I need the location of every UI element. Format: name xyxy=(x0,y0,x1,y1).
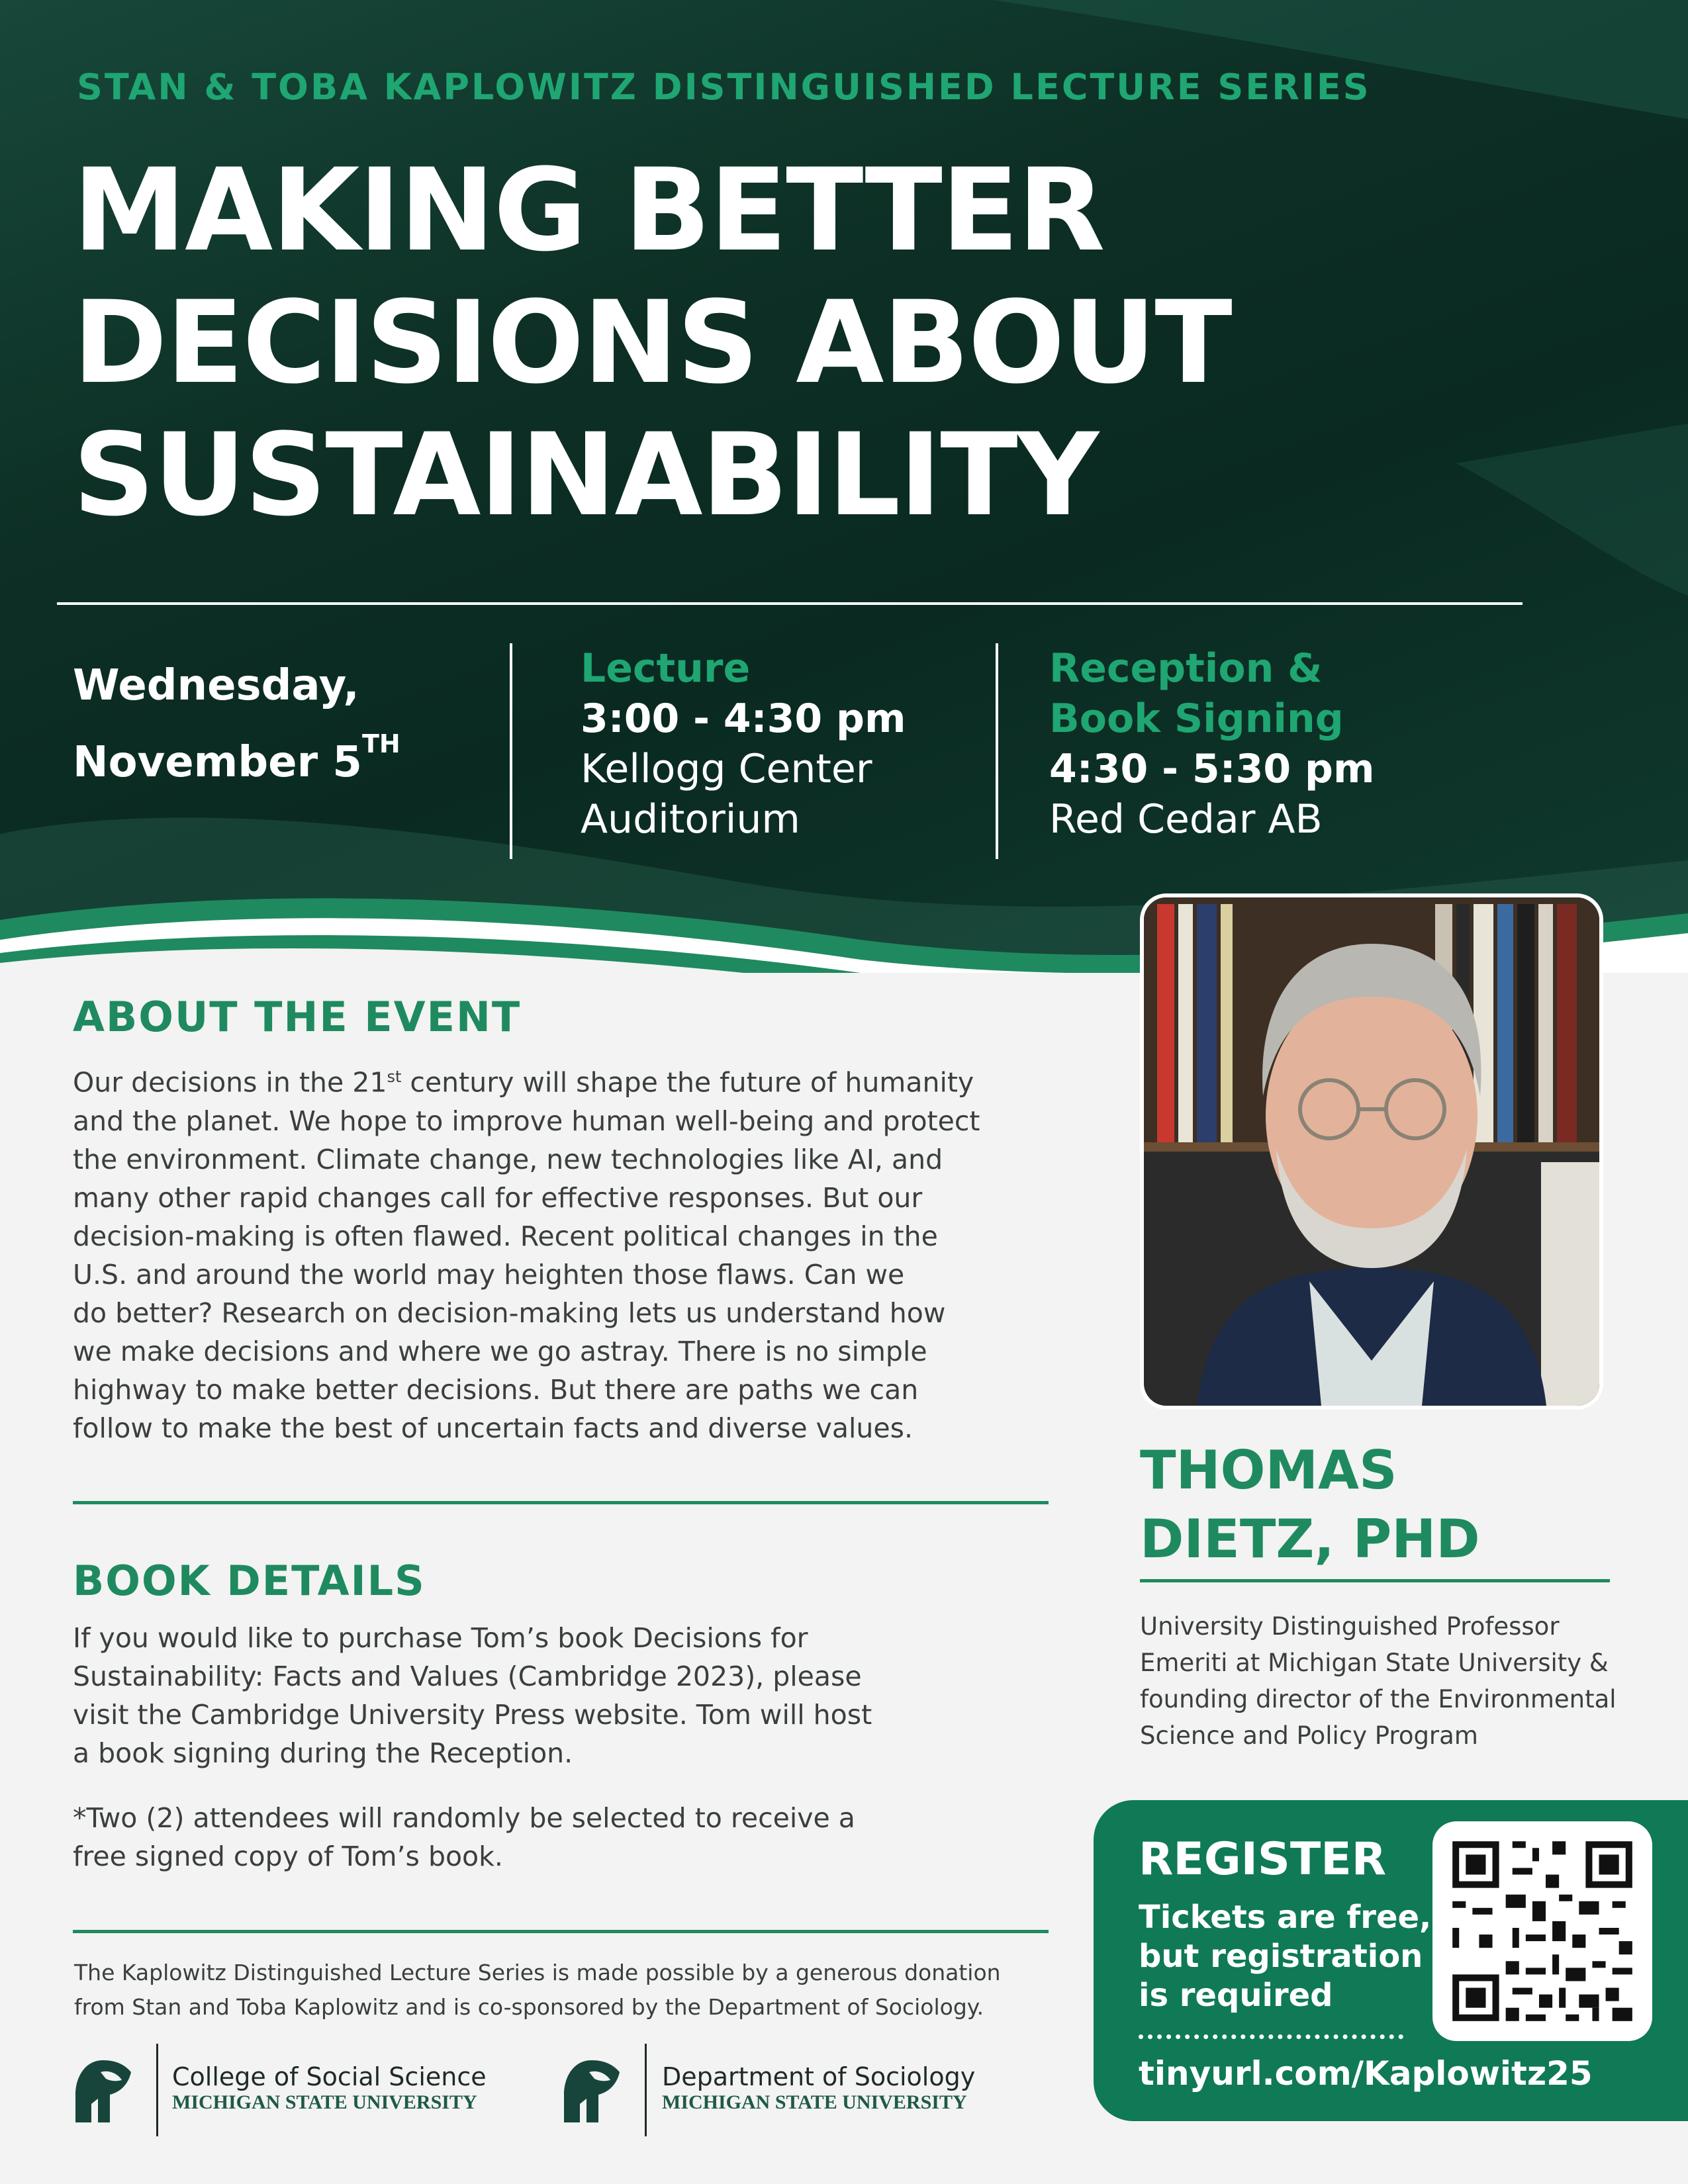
about-heading: ABOUT THE EVENT xyxy=(73,993,522,1041)
logo-college-university: MICHIGAN STATE UNIVERSITY xyxy=(172,2091,477,2113)
register-qr-code[interactable] xyxy=(1432,1821,1652,2041)
event-title-line: DECISIONS ABOUT xyxy=(73,276,1231,409)
about-line-sup: st xyxy=(387,1068,402,1086)
column-divider xyxy=(996,643,998,859)
about-line: we make decisions and where we go astray. There is no simple xyxy=(73,1335,927,1367)
column-divider xyxy=(510,643,512,859)
header-divider xyxy=(57,602,1523,605)
lecture-time: 3:00 - 4:30 pm xyxy=(581,696,906,742)
book-note xyxy=(73,1799,855,1876)
lecture-place-line: Kellogg Center xyxy=(581,746,872,792)
speaker-desc-line: founding director of the Environmental xyxy=(1140,1685,1617,1713)
book-body xyxy=(73,1619,872,1772)
reception-info xyxy=(1049,643,1375,844)
logo-college-name: College of Social Science xyxy=(172,2062,487,2091)
sponsor-note xyxy=(74,1956,1001,2025)
event-date-suffix: TH xyxy=(361,729,400,758)
event-date xyxy=(73,647,400,801)
about-line-text: Our decisions in the 21 xyxy=(73,1066,387,1099)
about-body xyxy=(73,1058,980,1447)
about-line: decision-making is often flawed. Recent political changes in the xyxy=(73,1220,938,1252)
about-line: the environment. Climate change, new technologies like AI, and xyxy=(73,1143,943,1175)
register-dotted-rule xyxy=(1139,2034,1403,2039)
sponsor-note-line: The Kaplowitz Distinguished Lecture Series is made possible by a generous donation xyxy=(74,1960,1001,1985)
section-divider xyxy=(73,1501,1049,1504)
book-line: If you would like to purchase Tom’s book Decisions for xyxy=(73,1622,808,1654)
lecture-label: Lecture xyxy=(581,645,751,692)
speaker-desc-line: Emeriti at Michigan State University & xyxy=(1140,1649,1609,1677)
register-heading: REGISTER xyxy=(1139,1833,1387,1886)
about-line: follow to make the best of uncertain facts and diverse values. xyxy=(73,1412,914,1444)
event-date-line xyxy=(73,724,400,801)
sponsor-note-line: from Stan and Toba Kaplowitz and is co-sponsored by the Department of Sociology. xyxy=(74,1994,984,2020)
register-line: is required xyxy=(1139,1977,1333,2014)
lecture-series-title: STAN & TOBA KAPLOWITZ DISTINGUISHED LECTURE SERIES xyxy=(77,66,1371,108)
book-line: a book signing during the Reception. xyxy=(73,1737,573,1769)
register-link[interactable]: tinyurl.com/Kaplowitz25 xyxy=(1139,2054,1593,2093)
book-line: visit the Cambridge University Press website. Tom will host xyxy=(73,1699,872,1731)
section-divider xyxy=(73,1930,1049,1933)
about-line-text: century will shape the future of humanity xyxy=(401,1066,974,1099)
event-title-line: SUSTAINABILITY xyxy=(73,408,1098,541)
book-heading: BOOK DETAILS xyxy=(73,1557,426,1605)
lecture-place-line: Auditorium xyxy=(581,796,800,842)
lecture-info xyxy=(581,643,906,844)
speaker-portrait-illustration xyxy=(1144,897,1599,1406)
register-line: but registration xyxy=(1139,1938,1423,1975)
speaker-name-line: DIETZ, PHD xyxy=(1140,1508,1480,1570)
book-line: Sustainability: Facts and Values (Cambridge 2023), please xyxy=(73,1661,862,1692)
register-line: Tickets are free, xyxy=(1139,1899,1432,1936)
logo-college xyxy=(172,2062,487,2114)
speaker-description xyxy=(1140,1608,1617,1754)
logo-department-name: Department of Sociology xyxy=(662,2062,976,2091)
event-title xyxy=(73,144,1231,541)
about-line: and the planet. We hope to improve human well-being and protect xyxy=(73,1105,980,1137)
event-date-text: November 5 xyxy=(73,738,362,787)
logo-department-university: MICHIGAN STATE UNIVERSITY xyxy=(662,2091,967,2113)
speaker-name-line: THOMAS xyxy=(1140,1439,1397,1501)
speaker-name xyxy=(1140,1436,1480,1574)
qr-code-icon xyxy=(1432,1821,1652,2041)
book-note-line: *Two (2) attendees will randomly be selected to receive a xyxy=(73,1802,855,1834)
reception-label-line: Reception & xyxy=(1049,645,1323,692)
event-title-line: MAKING BETTER xyxy=(73,144,1104,277)
reception-time: 4:30 - 5:30 pm xyxy=(1049,746,1375,792)
spartan-helmet-logo xyxy=(71,2055,135,2128)
logo-divider xyxy=(645,2044,647,2136)
reception-place: Red Cedar AB xyxy=(1049,796,1323,842)
reception-label-line: Book Signing xyxy=(1049,696,1344,742)
logo-department xyxy=(662,2062,975,2114)
about-line xyxy=(73,1058,980,1102)
speaker-divider xyxy=(1140,1579,1610,1582)
event-day: Wednesday, xyxy=(73,661,359,710)
about-line: highway to make better decisions. But there are paths we can xyxy=(73,1373,919,1406)
register-info xyxy=(1139,1898,1431,2015)
book-note-line: free signed copy of Tom’s book. xyxy=(73,1841,503,1872)
logo-divider xyxy=(156,2044,158,2136)
speaker-photo xyxy=(1140,893,1603,1410)
speaker-desc-line: University Distinguished Professor xyxy=(1140,1612,1560,1641)
about-line: do better? Research on decision-making lets us understand how xyxy=(73,1297,946,1329)
about-line: U.S. and around the world may heighten those flaws. Can we xyxy=(73,1258,905,1291)
speaker-desc-line: Science and Policy Program xyxy=(1140,1721,1478,1750)
about-line: many other rapid changes call for effective responses. But our xyxy=(73,1181,923,1214)
spartan-helmet-logo xyxy=(560,2055,624,2128)
